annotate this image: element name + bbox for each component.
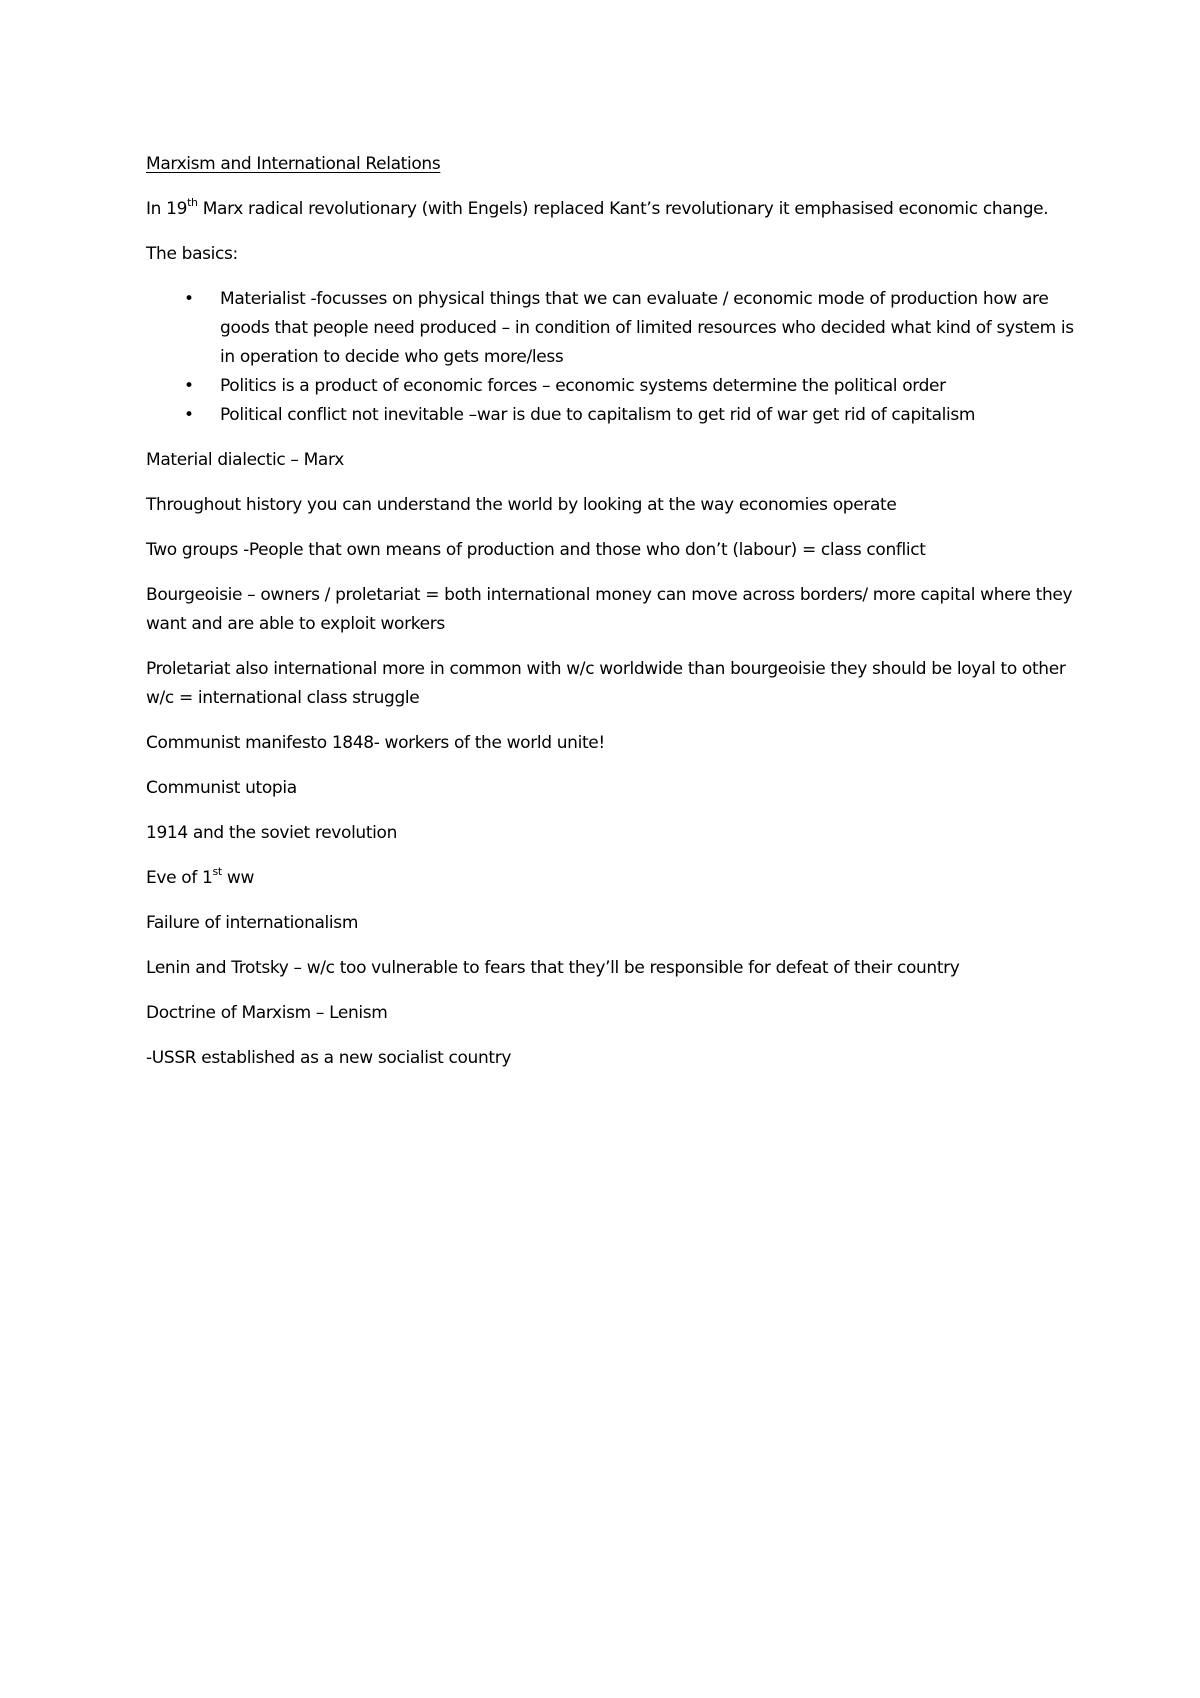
paragraph: Communist manifesto 1848- workers of the world unite! xyxy=(146,733,605,753)
bullet-icon: • xyxy=(184,289,194,309)
paragraph: Doctrine of Marxism – Lenism xyxy=(146,1003,388,1023)
intro-text-end: Marx radical revolutionary (with Engels) replaced Kant’s revolutionary it emphasised economic change. xyxy=(197,199,1049,219)
title-text: Marxism and International Relations xyxy=(146,154,441,174)
paragraph: Throughout history you can understand the world by looking at the way economies operate xyxy=(146,495,897,515)
intro-superscript: th xyxy=(187,196,198,210)
paragraph: Communist utopia xyxy=(146,778,297,798)
list-item-text: Political conflict not inevitable –war is due to capitalism to get rid of war get rid of capitalism xyxy=(220,405,976,425)
document-body xyxy=(146,150,1076,1089)
eve-superscript: st xyxy=(212,865,222,879)
paragraph: Failure of internationalism xyxy=(146,913,359,933)
bullet-icon: • xyxy=(184,376,194,396)
paragraph: Material dialectic – Marx xyxy=(146,450,344,470)
list-item xyxy=(146,285,1076,372)
document-title xyxy=(146,150,1076,179)
bullet-icon: • xyxy=(184,405,194,425)
paragraph: Two groups -People that own means of production and those who don’t (labour) = class conflict xyxy=(146,540,926,560)
basics-heading: The basics: xyxy=(146,244,238,264)
paragraph: -USSR established as a new socialist country xyxy=(146,1048,512,1068)
intro-paragraph xyxy=(146,195,1076,224)
list-item xyxy=(146,372,1076,401)
paragraph: Lenin and Trotsky – w/c too vulnerable to fears that they’ll be responsible for defeat of their country xyxy=(146,958,960,978)
paragraph: Bourgeoisie – owners / proletariat = both international money can move across borders/ more capital where they want and are able to exploit workers xyxy=(146,585,1073,634)
list-item-text: Politics is a product of economic forces – economic systems determine the political order xyxy=(220,376,946,396)
paragraph: Proletariat also international more in common with w/c worldwide than bourgeoisie they should be loyal to other w/c = international class struggle xyxy=(146,659,1066,708)
bullet-list xyxy=(146,285,1076,430)
eve-text-end: ww xyxy=(221,868,255,888)
eve-paragraph xyxy=(146,864,1076,893)
intro-text-start: In 19 xyxy=(146,199,188,219)
paragraph: 1914 and the soviet revolution xyxy=(146,823,398,843)
list-item xyxy=(146,401,1076,430)
list-item-text: Materialist -focusses on physical things that we can evaluate / economic mode of production how are goods that people need produced – in condition of limited resources who decided what kind of system is in operation to decide who gets more/less xyxy=(220,289,1074,367)
eve-text-start: Eve of 1 xyxy=(146,868,213,888)
